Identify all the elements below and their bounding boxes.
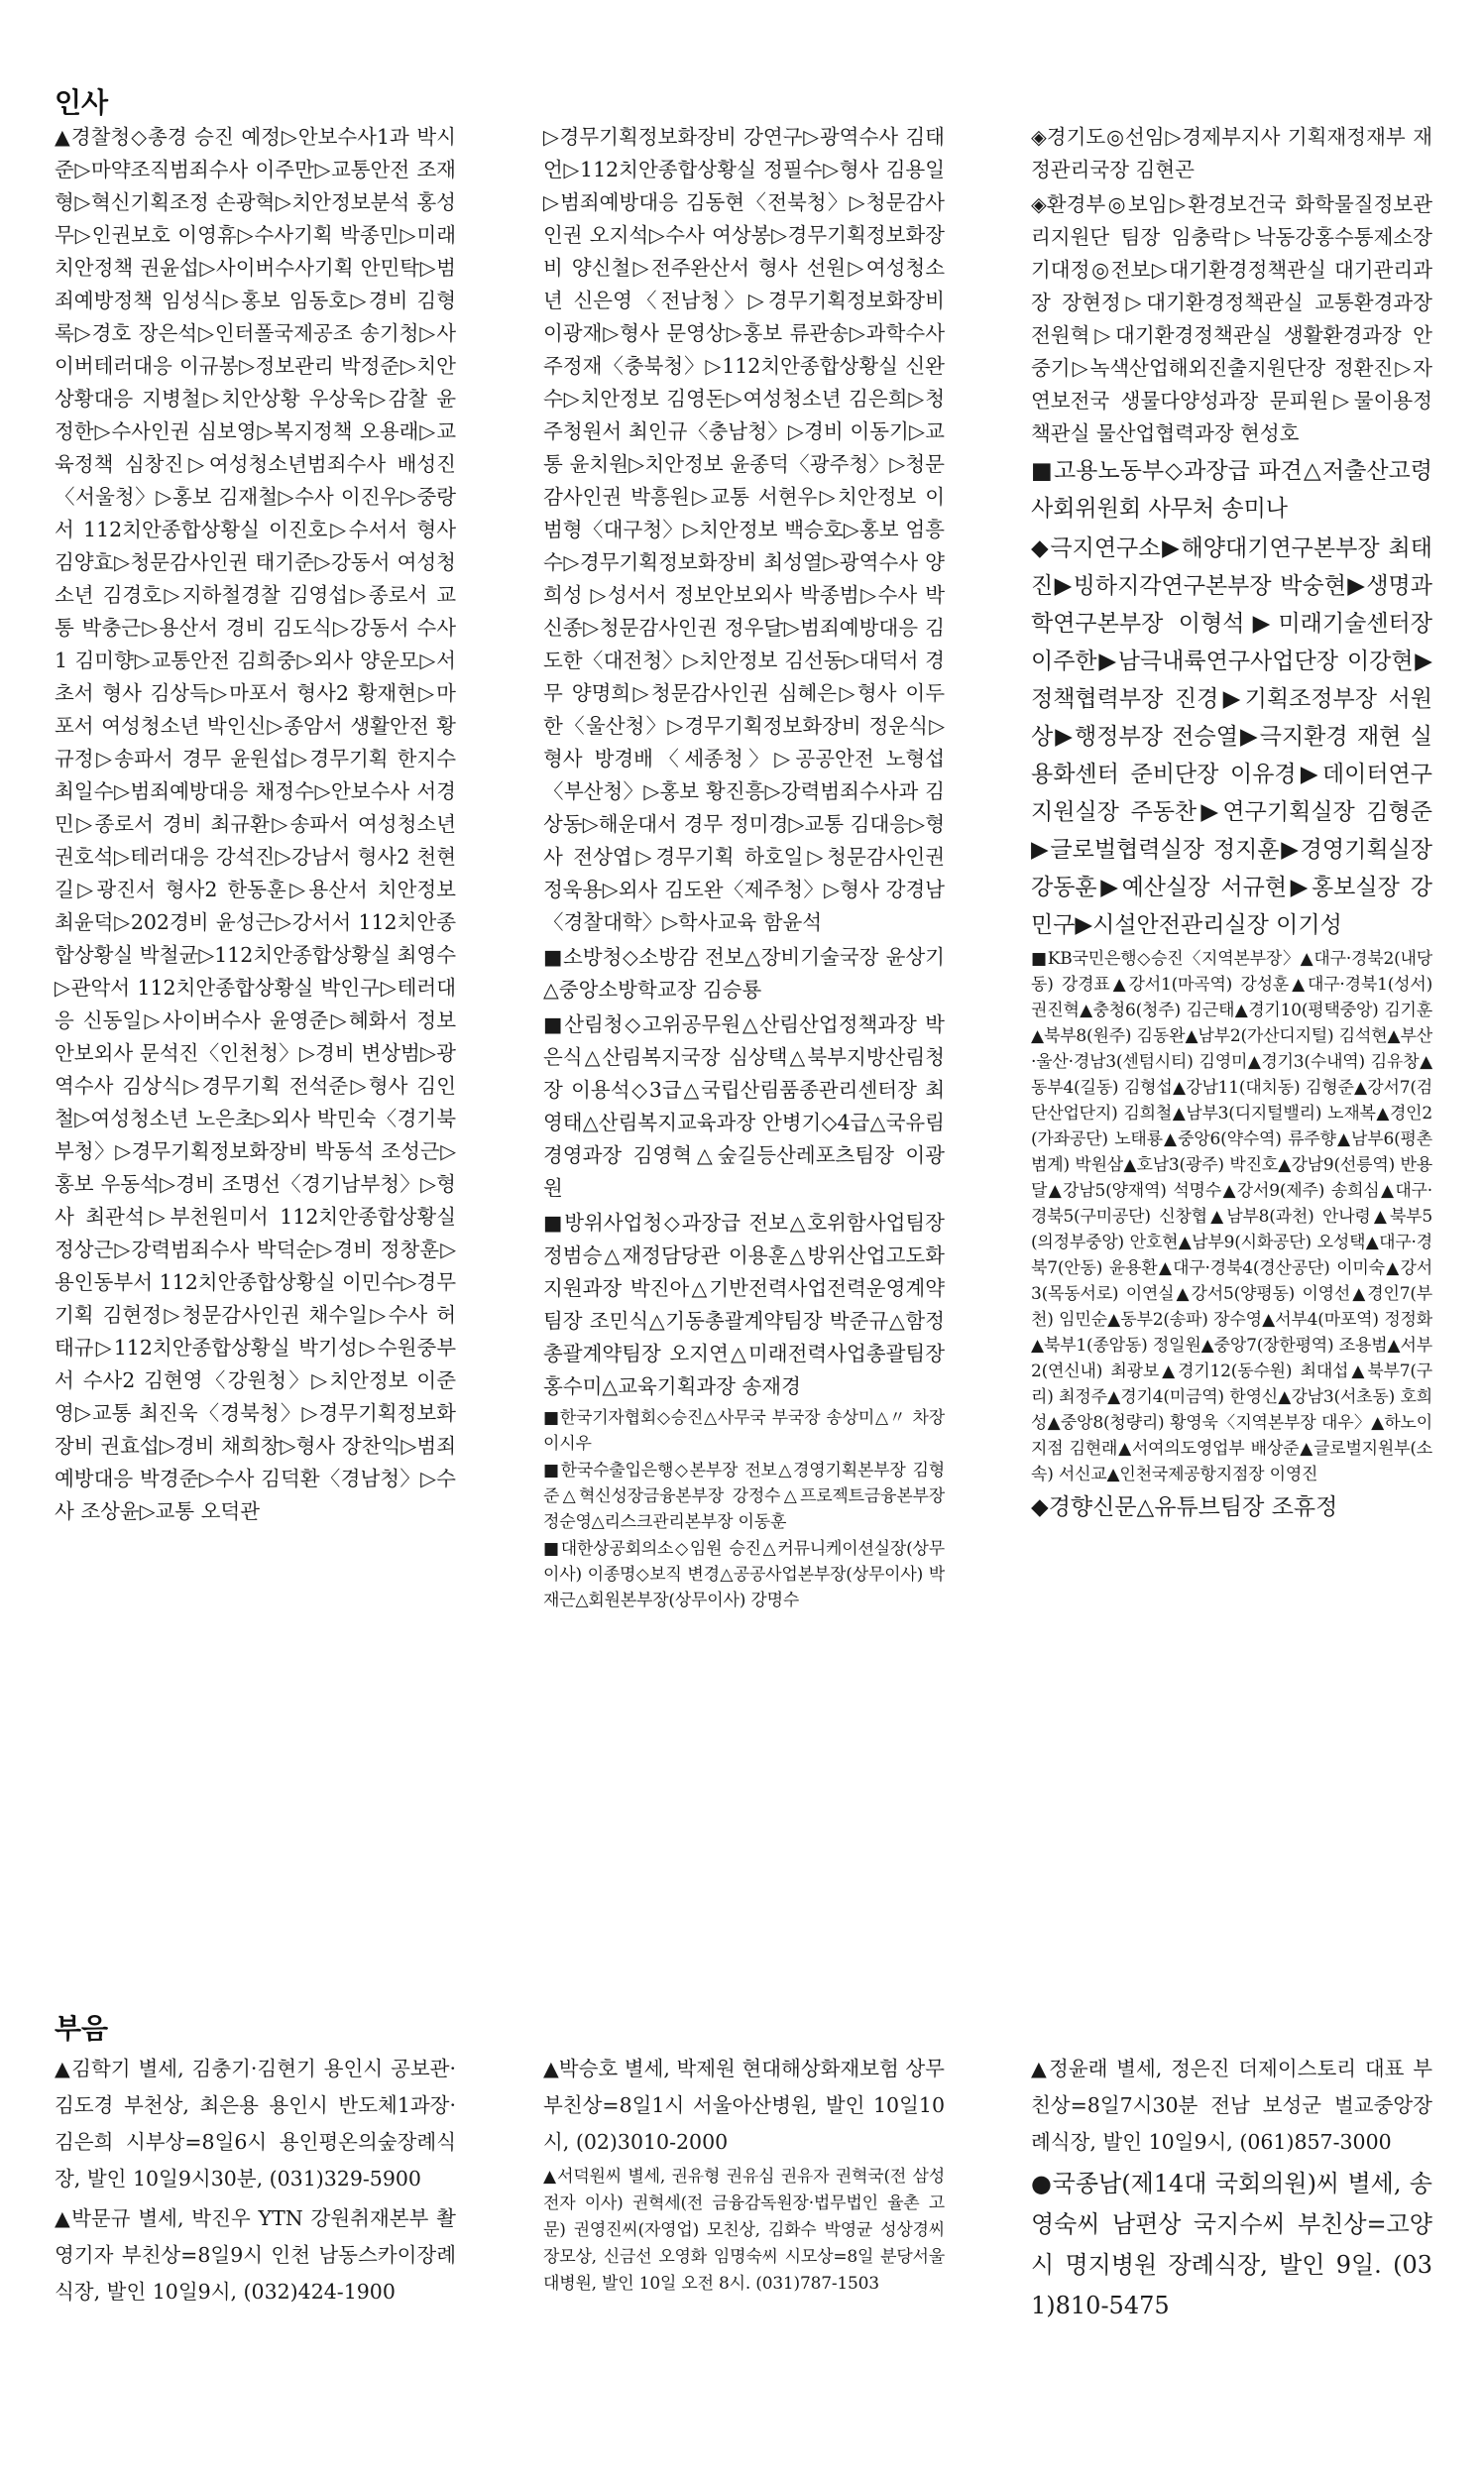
entry-paragraph: ◈경기도◎선임▷경제부지사 기획재정재부 재정관리국장 김현곤 [1031, 125, 1432, 181]
entry-paragraph: ▷경무기획정보화장비 강연구▷광역수사 김태언▷112치안종합상황실 정필수▷형사 김용일▷범죄예방대응 김동현〈전북청〉▷청문감사인권 오지석▷수사 여상봉▷경무기획정보화장비 양신철▷전주완산서 형사 선원▷여성청소년 신은영〈전남청〉▷경무기획정보화장비 이광재▷형사 문영상▷홍보 류관송▷과학수사 주정재〈충북청〉▷112치안종합상황실 신완수▷치안정보 김영돈▷여성청소년 김은희▷청주청원서 최인규〈충남청〉▷경비 이동기▷교통 윤치원▷치안정보 윤종덕〈광주청〉▷청문감사인권 박흥원▷교통 서현우▷치안정보 이범형〈대구청〉▷치안정보 백승호▷홍보 엄흥수▷경무기획정보화장비 최성열▷광역수사 양희성 ▷성서서 정보안보외사 박종범▷수사 박신종▷청문감사인권 정우달▷범죄예방대응 김도한〈대전청〉▷치안정보 김선동▷대덕서 경무 양명희▷청문감사인권 심혜은▷형사 이두한〈울산청〉▷경무기획정보화장비 정운식▷형사 방경배〈세종청〉▷공공안전 노형섭〈부산청〉▷홍보 황진흥▷강력범죄수사과 김상동▷해운대서 경무 정미경▷교통 김대응▷형사 전상엽▷경무기획 하호일▷청문감사인권 정욱용▷외사 김도완〈제주청〉▷형사 강경남〈경찰대학〉▷학사교육 함윤석 [543, 125, 945, 934]
entry-paragraph: ■KB국민은행◇승진〈지역본부장〉▲대구·경북2(내당동) 강경표▲강서1(마곡역) 강성훈▲대구·경북1(성서) 권진혁▲충청6(청주) 김근태▲경기10(평택중앙) 김기훈▲북부8(원주) 김동완▲남부2(가산디지털) 김석현▲부산·울산·경남3(센텀시티) 김영미▲경기3(수내역) 김유창▲동부4(길동) 김형섭▲강남11(대치동) 김형준▲강서7(검단산업단지) 김희철▲남부3(디지털밸리) 노재복▲경인2(가좌공단) 노태룡▲중앙6(약수역) 류주향▲남부6(평촌범계) 박원삼▲호남3(광주) 박진호▲강남9(선릉역) 반용달▲강남5(양재역) 석명수▲강서9(제주) 송희심▲대구·경북5(구미공단) 신창협▲남부8(과천) 안나령▲북부5(의정부중앙) 안호현▲남부9(시화공단) 오성택▲대구·경북7(안동) 윤용환▲대구·경북4(경산공단) 이미숙▲강서3(목동서로) 이연실▲강서5(양평동) 이영선▲경인7(부천) 임민순▲동부2(송파) 장수영▲서부4(마포역) 정정화▲북부1(종암동) 정일원▲중앙7(장한평역) 조용범▲서부2(연신내) 최광보▲경기12(동수원) 최대섭▲북부7(구리) 최정주▲경기4(미금역) 한영신▲강남3(서초동) 호희성▲중앙8(청량리) 황영욱〈지역본부장 대우〉▲하노이지점 김현래▲서여의도영업부 배상준▲글로벌지원부(소속) 서신교▲인천국제공항지점장 이영진 [1031, 949, 1432, 1484]
obituary-section-title: 부음 [55, 2012, 109, 2045]
entry-paragraph: ▲경찰청◇총경 승진 예정▷안보수사1과 박시준▷마약조직범죄수사 이주만▷교통안전 조재형▷혁신기획조정 손광혁▷치안정보분석 홍성무▷인권보호 이영휴▷수사기획 박종민▷미래치안정책 권윤섭▷사이버수사기획 안민탁▷범죄예방정책 임성식▷홍보 임동호▷경비 김형록▷경호 장은석▷인터폴국제공조 송기청▷사이버테러대응 이규봉▷정보관리 박정준▷치안상황대응 지병철▷치안상황 우상욱▷감찰 윤정한▷수사인권 심보영▷복지정책 오용래▷교육정책 심창진▷여성청소년범죄수사 배성진〈서울청〉▷홍보 김재철▷수사 이진우▷중랑서 112치안종합상황실 이진호▷수서서 형사 김양효▷청문감사인권 태기준▷강동서 여성청소년 김경호▷지하철경찰 김영섭▷종로서 교통 박충근▷용산서 경비 김도식▷강동서 수사1 김미향▷교통안전 김희중▷외사 양운모▷서초서 형사 김상득▷마포서 형사2 황재현▷마포서 여성청소년 박인신▷종암서 생활안전 황규정▷송파서 경무 윤원섭▷경무기획 한지수 최일수▷범죄예방대응 채정수▷안보수사 서경민▷종로서 경비 최규환▷송파서 여성청소년 권호석▷테러대응 강석진▷강남서 형사2 천현길▷광진서 형사2 한동훈▷용산서 치안정보 최윤덕▷202경비 윤성근▷강서서 112치안종합상황실 박철균▷112치안종합상황실 최영수▷관악서 112치안종합상황실 박인구▷테러대응 신동일▷사이버수사 윤영준▷혜화서 정보안보외사 문석진〈인천청〉▷경비 변상범▷광역수사 김상식▷경무기획 전석준▷형사 김인철▷여성청소년 노은초▷외사 박민숙〈경기북부청〉▷경무기획정보화장비 박동석 조성근▷홍보 우동석▷경비 조명선〈경기남부청〉▷형사 최관석▷부천원미서 112치안종합상황실 정상근▷강력범죄수사 박덕순▷경비 정창훈▷용인동부서 112치안종합상황실 이민수▷경무기획 김현정▷청문감사인권 채수일▷수사 허태규▷112치안종합상황실 박기성▷수원중부서 수사2 김현영〈강원청〉▷치안정보 이준영▷교통 최진욱〈경북청〉▷경무기획정보화장비 권효섭▷경비 채희창▷형사 장찬익▷범죄예방대응 박경준▷수사 김덕환〈경남청〉▷수사 조상윤▷교통 오덕관 [55, 125, 456, 1523]
entry-paragraph: ▲정윤래 별세, 정은진 더제이스토리 대표 부친상=8일7시30분 전남 보성군 벌교중앙장례식장, 발인 10일9시, (061)857-3000 [1031, 2057, 1432, 2154]
entry-paragraph: ▲박문규 별세, 박진우 YTN 강원취재본부 촬영기자 부친상=8일9시 인천 남동스카이장례식장, 발인 10일9시, (032)424-1900 [55, 2206, 456, 2304]
obituary-column-1 [55, 2051, 456, 2313]
obituary-column-3 [1031, 2051, 1432, 2329]
entry-paragraph: ◈환경부◎보임▷환경보건국 화학물질정보관리지원단 팀장 임충락▷낙동강홍수통제소장 기대정◎전보▷대기환경정책관실 대기관리과장 장현정▷대기환경정책관실 교통환경과장 전원혁▷대기환경정책관실 생활환경과장 안중기▷녹색산업해외진출지원단장 정환진▷자연보전국 생물다양성과장 문피원▷물이용정책관실 물산업협력과장 현성호 [1031, 192, 1432, 445]
entry-paragraph: ■한국수출입은행◇본부장 전보△경영기획본부장 김형준△혁신성장금융본부장 강정수△프로젝트금융본부장 정순영△리스크관리본부장 이동훈 [543, 1461, 945, 1532]
obituary-column-2 [543, 2051, 945, 2301]
entry-paragraph: ▲서덕원씨 별세, 권유형 권유심 권유자 권혁국(전 삼성전자 이사) 권혁세(전 금융감독원장·법무법인 율촌 고문) 권영진씨(자영업) 모친상, 김화수 박영균 성상경씨 장모상, 신금선 오영화 임명숙씨 시모상=8일 분당서울대병원, 발인 10일 오전 8시. (031)787-1503 [543, 2167, 945, 2294]
entry-paragraph: ■한국기자협회◇승진△사무국 부국장 송상미△〃 차장 이시우 [543, 1408, 945, 1454]
entry-paragraph: ■산림청◇고위공무원△산림산업정책과장 박은식△산림복지국장 심상택△북부지방산림청장 이용석◇3급△국립산림품종관리센터장 최영태△산림복지교육과장 안병기◇4급△국유림경영과장 김영혁△숲길등산레포츠팀장 이광원 [543, 1012, 945, 1200]
personnel-column-3 [1031, 121, 1432, 1528]
entry-paragraph: ■대한상공회의소◇임원 승진△커뮤니케이션실장(상무이사) 이종명◇보직 변경△공공사업본부장(상무이사) 박재근△회원본부장(상무이사) 강명수 [543, 1539, 945, 1610]
personnel-section-title: 인사 [55, 86, 109, 119]
entry-paragraph: ◆경향신문△유튜브팀장 조휴정 [1031, 1494, 1338, 1520]
entry-paragraph: ●국종남(제14대 국회의원)씨 별세, 송영숙씨 남편상 국지수씨 부친상=고양시 명지병원 장례식장, 발인 9일. (031)810-5475 [1031, 2170, 1432, 2319]
personnel-column-2 [543, 121, 945, 1614]
personnel-column-1 [55, 121, 456, 1530]
entry-paragraph: ▲김학기 별세, 김충기·김현기 용인시 공보관·김도경 부천상, 최은용 용인시 반도체1과장·김은희 시부상=8일6시 용인평온의숲장례식장, 발인 10일9시30분, (031)329-5900 [55, 2057, 456, 2190]
entry-paragraph: ■방위사업청◇과장급 전보△호위함사업팀장 정범승△재정담당관 이용훈△방위산업고도화지원과장 박진아△기반전력사업전력운영계약팀장 조민식△기동총괄계약팀장 박준규△함정총괄계약팀장 오지연△미래전력사업총괄팀장 홍수미△교육기획과장 송재경 [543, 1211, 945, 1398]
entry-paragraph: ◆극지연구소▶해양대기연구본부장 최태진▶빙하지각연구본부장 박숭현▶생명과학연구본부장 이형석▶미래기술센터장 이주한▶남극내륙연구사업단장 이강현▶정책협력부장 진경▶기획조정부장 서원상▶행정부장 전승열▶극지환경 재현 실용화센터 준비단장 이유경▶데이터연구지원실장 주동찬▶연구기획실장 김형준▶글로벌협력실장 정지훈▶경영기획실장 강동훈▶예산실장 서규현▶홍보실장 강민구▶시설안전관리실장 이기성 [1031, 535, 1432, 938]
entry-paragraph: ■고용노동부◇과장급 파견△저출산고령사회위원회 사무처 송미나 [1031, 458, 1432, 522]
entry-paragraph: ▲박승호 별세, 박제원 현대해상화재보험 상무 부친상=8일1시 서울아산병원, 발인 10일10시, (02)3010-2000 [543, 2057, 945, 2154]
entry-paragraph: ■소방청◇소방감 전보△장비기술국장 윤상기△중앙소방학교장 김승룡 [543, 945, 945, 1002]
